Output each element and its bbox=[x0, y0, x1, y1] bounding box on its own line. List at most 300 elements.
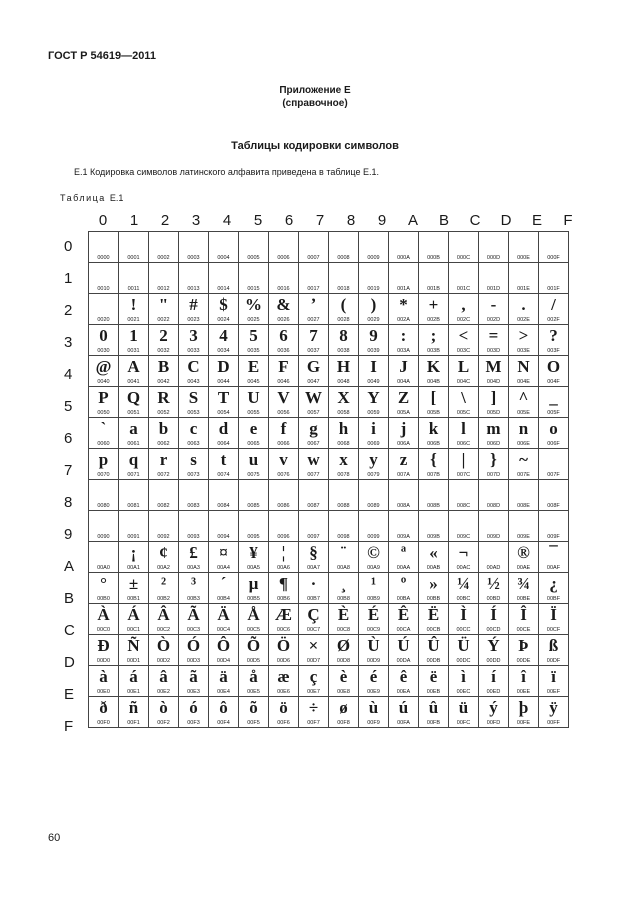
table-cell bbox=[239, 666, 269, 697]
table-cell bbox=[269, 511, 299, 542]
cell-glyph: Y bbox=[367, 388, 380, 407]
cell-glyph: o bbox=[549, 419, 558, 438]
cell-code: 00CA bbox=[396, 627, 411, 633]
cell-glyph: õ bbox=[249, 698, 258, 717]
cell-glyph: , bbox=[461, 295, 466, 314]
cell-glyph: A bbox=[127, 357, 140, 376]
table-cell bbox=[539, 263, 569, 294]
cell-glyph: - bbox=[490, 295, 497, 314]
cell-glyph: " bbox=[158, 295, 169, 314]
table-cell bbox=[329, 449, 359, 480]
table-cell bbox=[479, 294, 509, 325]
cell-code: 0006 bbox=[277, 255, 290, 261]
cell-code: 00BD bbox=[486, 596, 501, 602]
cell-code: 00D1 bbox=[126, 658, 141, 664]
cell-glyph: ã bbox=[189, 667, 198, 686]
column-header: 2 bbox=[160, 212, 170, 229]
table-cell bbox=[269, 294, 299, 325]
cell-glyph: r bbox=[159, 450, 168, 469]
cell-glyph: Ë bbox=[427, 605, 440, 624]
table-cell bbox=[299, 418, 329, 449]
cell-code: 00C9 bbox=[366, 627, 381, 633]
table-cell bbox=[149, 263, 179, 294]
cell-code: 0039 bbox=[367, 348, 380, 354]
cell-glyph: d bbox=[218, 419, 229, 438]
cell-code: 0018 bbox=[337, 286, 350, 292]
cell-code: 001F bbox=[547, 286, 560, 292]
table-cell bbox=[389, 511, 419, 542]
cell-code: 0036 bbox=[277, 348, 290, 354]
table-cell bbox=[509, 480, 539, 511]
table-cell bbox=[329, 604, 359, 635]
table-cell bbox=[179, 511, 209, 542]
cell-code: 001D bbox=[486, 286, 501, 292]
cell-glyph: . bbox=[521, 295, 526, 314]
cell-glyph: R bbox=[157, 388, 170, 407]
cell-code: 0010 bbox=[97, 286, 110, 292]
cell-glyph: Ã bbox=[187, 605, 200, 624]
cell-glyph: + bbox=[428, 295, 439, 314]
cell-code: 00CF bbox=[546, 627, 561, 633]
table-cell bbox=[449, 418, 479, 449]
table-cell bbox=[269, 325, 299, 356]
cell-code: 0068 bbox=[337, 441, 350, 447]
cell-code: 002E bbox=[517, 317, 530, 323]
table-row bbox=[89, 542, 569, 573]
cell-code: 007F bbox=[547, 472, 560, 478]
table-cell bbox=[389, 604, 419, 635]
table-cell bbox=[149, 635, 179, 666]
table-cell bbox=[539, 697, 569, 728]
table-cell bbox=[329, 697, 359, 728]
table-cell bbox=[389, 542, 419, 573]
cell-code: 002D bbox=[486, 317, 501, 323]
cell-glyph: N bbox=[517, 357, 530, 376]
cell-glyph: T bbox=[217, 388, 230, 407]
cell-glyph: § bbox=[309, 543, 318, 562]
cell-code: 009B bbox=[427, 534, 440, 540]
cell-glyph: 2 bbox=[159, 326, 168, 345]
cell-glyph: U bbox=[247, 388, 260, 407]
cell-glyph: ¬ bbox=[458, 543, 469, 562]
table-cell bbox=[419, 232, 449, 263]
cell-code: 00E3 bbox=[187, 689, 200, 695]
table-cell bbox=[119, 635, 149, 666]
cell-glyph: S bbox=[188, 388, 199, 407]
column-header: 8 bbox=[346, 212, 356, 229]
table-cell bbox=[359, 480, 389, 511]
table-row bbox=[89, 294, 569, 325]
cell-code: 000F bbox=[547, 255, 560, 261]
cell-code: 0052 bbox=[157, 410, 170, 416]
row-header: 2 bbox=[64, 302, 73, 319]
table-cell bbox=[299, 294, 329, 325]
cell-code: 0023 bbox=[187, 317, 200, 323]
table-cell bbox=[239, 573, 269, 604]
cell-glyph: Ç bbox=[307, 605, 320, 624]
table-cell bbox=[89, 697, 119, 728]
cell-glyph: Í bbox=[490, 605, 497, 624]
cell-code: 00D4 bbox=[216, 658, 231, 664]
table-cell bbox=[149, 387, 179, 418]
cell-code: 0016 bbox=[277, 286, 290, 292]
table-cell bbox=[449, 511, 479, 542]
cell-glyph: 9 bbox=[369, 326, 378, 345]
table-cell bbox=[389, 573, 419, 604]
cell-code: 00B8 bbox=[337, 596, 350, 602]
cell-glyph: æ bbox=[277, 667, 290, 686]
cell-code: 0080 bbox=[97, 503, 110, 509]
cell-glyph: _ bbox=[549, 388, 558, 407]
cell-code: 004D bbox=[486, 379, 501, 385]
cell-glyph: Î bbox=[520, 605, 527, 624]
column-header: 5 bbox=[253, 212, 263, 229]
cell-code: 0007 bbox=[307, 255, 320, 261]
table-cell bbox=[209, 356, 239, 387]
table-cell bbox=[389, 325, 419, 356]
table-cell bbox=[509, 449, 539, 480]
cell-code: 0003 bbox=[187, 255, 200, 261]
table-row bbox=[89, 356, 569, 387]
table-cell bbox=[389, 697, 419, 728]
table-cell bbox=[299, 449, 329, 480]
cell-code: 00A5 bbox=[247, 565, 260, 571]
cell-code: 0079 bbox=[367, 472, 380, 478]
cell-glyph: È bbox=[337, 605, 350, 624]
table-cell bbox=[359, 666, 389, 697]
table-cell bbox=[419, 263, 449, 294]
table-caption-number: Е.1 bbox=[109, 193, 124, 203]
cell-glyph: å bbox=[249, 667, 258, 686]
cell-glyph: í bbox=[491, 667, 496, 686]
cell-glyph: ¿ bbox=[549, 574, 558, 593]
cell-glyph: Ù bbox=[367, 636, 380, 655]
row-header: C bbox=[64, 622, 75, 639]
cell-code: 00DB bbox=[426, 658, 441, 664]
table-cell bbox=[449, 697, 479, 728]
cell-code: 00C1 bbox=[126, 627, 141, 633]
cell-glyph: G bbox=[306, 357, 321, 376]
cell-code: 0032 bbox=[157, 348, 170, 354]
cell-glyph: 0 bbox=[99, 326, 108, 345]
table-cell bbox=[179, 480, 209, 511]
cell-glyph: É bbox=[367, 605, 380, 624]
column-header: 7 bbox=[315, 212, 325, 229]
row-header: 6 bbox=[64, 430, 73, 447]
cell-glyph: q bbox=[128, 450, 139, 469]
cell-code: 00F4 bbox=[217, 720, 230, 726]
cell-code: 00FD bbox=[486, 720, 501, 726]
table-cell bbox=[119, 511, 149, 542]
column-header: A bbox=[407, 212, 418, 229]
cell-glyph: À bbox=[97, 605, 110, 624]
cell-glyph: ý bbox=[489, 698, 498, 717]
table-cell bbox=[269, 697, 299, 728]
cell-glyph: < bbox=[458, 326, 469, 345]
table-row bbox=[89, 635, 569, 666]
cell-code: 0090 bbox=[97, 534, 110, 540]
table-cell bbox=[209, 232, 239, 263]
cell-glyph: Å bbox=[247, 605, 260, 624]
table-cell bbox=[449, 232, 479, 263]
cell-code: 008F bbox=[547, 503, 560, 509]
cell-code: 001A bbox=[397, 286, 410, 292]
cell-code: 0043 bbox=[187, 379, 200, 385]
table-cell bbox=[269, 480, 299, 511]
cell-code: 00BC bbox=[456, 596, 471, 602]
cell-code: 00E1 bbox=[127, 689, 140, 695]
cell-glyph: ô bbox=[219, 698, 228, 717]
table-cell bbox=[359, 418, 389, 449]
cell-glyph: % bbox=[245, 295, 262, 314]
cell-code: 00D6 bbox=[276, 658, 291, 664]
cell-code: 0098 bbox=[337, 534, 350, 540]
cell-code: 0030 bbox=[97, 348, 110, 354]
table-cell bbox=[119, 604, 149, 635]
table-cell bbox=[179, 573, 209, 604]
table-cell bbox=[89, 542, 119, 573]
cell-glyph: l bbox=[461, 419, 466, 438]
cell-code: 00D9 bbox=[366, 658, 381, 664]
cell-glyph: ¼ bbox=[457, 574, 470, 593]
cell-code: 0097 bbox=[307, 534, 320, 540]
table-cell bbox=[299, 232, 329, 263]
cell-glyph: ³ bbox=[190, 574, 197, 593]
table-row bbox=[89, 697, 569, 728]
cell-code: 00F5 bbox=[247, 720, 260, 726]
cell-glyph: ú bbox=[398, 698, 409, 717]
table-cell bbox=[119, 542, 149, 573]
table-cell bbox=[149, 697, 179, 728]
table-cell bbox=[419, 325, 449, 356]
cell-glyph: = bbox=[488, 326, 499, 345]
cell-code: 0075 bbox=[247, 472, 260, 478]
cell-glyph: 1 bbox=[129, 326, 138, 345]
table-cell bbox=[389, 635, 419, 666]
cell-glyph: Z bbox=[397, 388, 410, 407]
table-cell bbox=[509, 232, 539, 263]
table-row bbox=[89, 232, 569, 263]
table-cell bbox=[299, 542, 329, 573]
table-cell bbox=[89, 604, 119, 635]
cell-code: 00AB bbox=[426, 565, 441, 571]
table-cell bbox=[239, 635, 269, 666]
cell-code: 0005 bbox=[247, 255, 260, 261]
table-cell bbox=[179, 418, 209, 449]
table-cell bbox=[419, 480, 449, 511]
cell-code: 0066 bbox=[277, 441, 290, 447]
table-cell bbox=[149, 356, 179, 387]
table-row bbox=[89, 263, 569, 294]
cell-glyph: P bbox=[98, 388, 109, 407]
cell-code: 0029 bbox=[367, 317, 380, 323]
table-cell bbox=[479, 635, 509, 666]
cell-glyph: ö bbox=[279, 698, 288, 717]
cell-code: 00FC bbox=[456, 720, 471, 726]
cell-code: 002F bbox=[547, 317, 560, 323]
cell-code: 001C bbox=[456, 286, 471, 292]
table-cell bbox=[419, 666, 449, 697]
cell-code: 0033 bbox=[187, 348, 200, 354]
cell-code: 0049 bbox=[367, 379, 380, 385]
cell-code: 00A7 bbox=[307, 565, 320, 571]
cell-code: 00D7 bbox=[306, 658, 321, 664]
table-cell bbox=[449, 666, 479, 697]
cell-code: 00F8 bbox=[337, 720, 350, 726]
page-number: 60 bbox=[48, 832, 61, 844]
cell-code: 003C bbox=[456, 348, 471, 354]
table-cell bbox=[389, 666, 419, 697]
cell-glyph: $ bbox=[219, 295, 228, 314]
table-cell bbox=[179, 263, 209, 294]
cell-code: 00F0 bbox=[97, 720, 110, 726]
cell-code: 00BF bbox=[546, 596, 561, 602]
table-cell bbox=[239, 511, 269, 542]
cell-glyph: ¤ bbox=[219, 543, 228, 562]
table-cell bbox=[89, 511, 119, 542]
table-cell bbox=[179, 542, 209, 573]
cell-glyph: ® bbox=[517, 543, 530, 562]
table-cell bbox=[419, 356, 449, 387]
cell-glyph: à bbox=[99, 667, 108, 686]
table-cell bbox=[509, 666, 539, 697]
cell-glyph: y bbox=[369, 450, 378, 469]
cell-glyph: ° bbox=[100, 574, 107, 593]
table-cell bbox=[419, 511, 449, 542]
table-cell bbox=[179, 666, 209, 697]
cell-code: 0035 bbox=[247, 348, 260, 354]
cell-glyph: · bbox=[310, 574, 317, 593]
cell-glyph: D bbox=[217, 357, 230, 376]
table-cell bbox=[239, 449, 269, 480]
cell-glyph: [ bbox=[430, 388, 437, 407]
cell-glyph: Ý bbox=[487, 636, 500, 655]
cell-code: 005C bbox=[456, 410, 471, 416]
cell-code: 00C3 bbox=[186, 627, 201, 633]
table-cell bbox=[179, 232, 209, 263]
table-cell bbox=[539, 387, 569, 418]
cell-glyph: º bbox=[400, 574, 407, 593]
table-cell bbox=[119, 666, 149, 697]
cell-code: 00EE bbox=[516, 689, 531, 695]
cell-code: 00AE bbox=[516, 565, 531, 571]
table-cell bbox=[479, 480, 509, 511]
cell-code: 0095 bbox=[247, 534, 260, 540]
cell-code: 003E bbox=[517, 348, 530, 354]
cell-code: 00CC bbox=[456, 627, 471, 633]
table-cell bbox=[299, 263, 329, 294]
table-cell bbox=[449, 356, 479, 387]
cell-code: 0088 bbox=[337, 503, 350, 509]
table-cell bbox=[359, 635, 389, 666]
cell-glyph: Ú bbox=[397, 636, 410, 655]
cell-code: 00B2 bbox=[157, 596, 170, 602]
cell-glyph: B bbox=[157, 357, 170, 376]
cell-code: 00FB bbox=[426, 720, 441, 726]
cell-glyph: ä bbox=[219, 667, 228, 686]
cell-code: 0046 bbox=[277, 379, 290, 385]
cell-glyph: £ bbox=[189, 543, 198, 562]
table-cell bbox=[419, 387, 449, 418]
table-cell bbox=[329, 232, 359, 263]
cell-code: 00B0 bbox=[97, 596, 110, 602]
table-cell bbox=[509, 542, 539, 573]
cell-code: 005A bbox=[397, 410, 410, 416]
cell-code: 00B5 bbox=[247, 596, 260, 602]
cell-code: 00C7 bbox=[306, 627, 321, 633]
table-row bbox=[89, 511, 569, 542]
table-cell bbox=[119, 573, 149, 604]
cell-code: 009E bbox=[517, 534, 530, 540]
cell-glyph: ¯ bbox=[549, 543, 558, 562]
cell-code: 00D0 bbox=[96, 658, 111, 664]
cell-glyph: { bbox=[430, 450, 437, 469]
cell-code: 00E4 bbox=[217, 689, 230, 695]
table-cell bbox=[389, 263, 419, 294]
table-cell bbox=[179, 604, 209, 635]
table-cell bbox=[419, 635, 449, 666]
cell-code: 003F bbox=[547, 348, 560, 354]
section-title: Таблицы кодировки символов bbox=[231, 140, 399, 152]
cell-code: 00B4 bbox=[217, 596, 230, 602]
cell-code: 006B bbox=[427, 441, 440, 447]
cell-glyph: è bbox=[339, 667, 348, 686]
table-cell bbox=[359, 325, 389, 356]
cell-code: 0031 bbox=[127, 348, 140, 354]
cell-code: 0051 bbox=[127, 410, 140, 416]
cell-glyph: C bbox=[187, 357, 200, 376]
cell-code: 0072 bbox=[157, 472, 170, 478]
table-cell bbox=[89, 573, 119, 604]
cell-code: 0058 bbox=[337, 410, 350, 416]
table-cell bbox=[149, 325, 179, 356]
cell-code: 00C5 bbox=[246, 627, 261, 633]
cell-code: 005D bbox=[486, 410, 501, 416]
cell-glyph: & bbox=[276, 295, 291, 314]
table-cell bbox=[449, 387, 479, 418]
table-cell bbox=[239, 604, 269, 635]
cell-code: 00FF bbox=[547, 720, 560, 726]
table-cell bbox=[539, 356, 569, 387]
cell-code: 00B7 bbox=[307, 596, 320, 602]
cell-glyph: ] bbox=[490, 388, 497, 407]
cell-code: 0015 bbox=[247, 286, 260, 292]
cell-code: 0053 bbox=[187, 410, 200, 416]
cell-code: 0078 bbox=[337, 472, 350, 478]
table-cell bbox=[299, 635, 329, 666]
appendix-heading bbox=[0, 84, 630, 110]
cell-code: 00F1 bbox=[127, 720, 140, 726]
table-cell bbox=[119, 325, 149, 356]
table-cell bbox=[329, 263, 359, 294]
cell-glyph: « bbox=[429, 543, 438, 562]
document-header: ГОСТ Р 54619—2011 bbox=[48, 50, 156, 62]
cell-code: 0045 bbox=[247, 379, 260, 385]
cell-glyph: ü bbox=[458, 698, 469, 717]
cell-code: 00A4 bbox=[217, 565, 230, 571]
cell-code: 00D5 bbox=[246, 658, 261, 664]
cell-code: 004C bbox=[456, 379, 471, 385]
cell-code: 0091 bbox=[127, 534, 140, 540]
cell-code: 004B bbox=[427, 379, 440, 385]
table-cell bbox=[239, 356, 269, 387]
cell-code: 00C4 bbox=[216, 627, 231, 633]
table-cell bbox=[209, 387, 239, 418]
table-cell bbox=[389, 294, 419, 325]
cell-code: 001E bbox=[517, 286, 530, 292]
row-header: F bbox=[64, 718, 74, 735]
table-cell bbox=[209, 604, 239, 635]
